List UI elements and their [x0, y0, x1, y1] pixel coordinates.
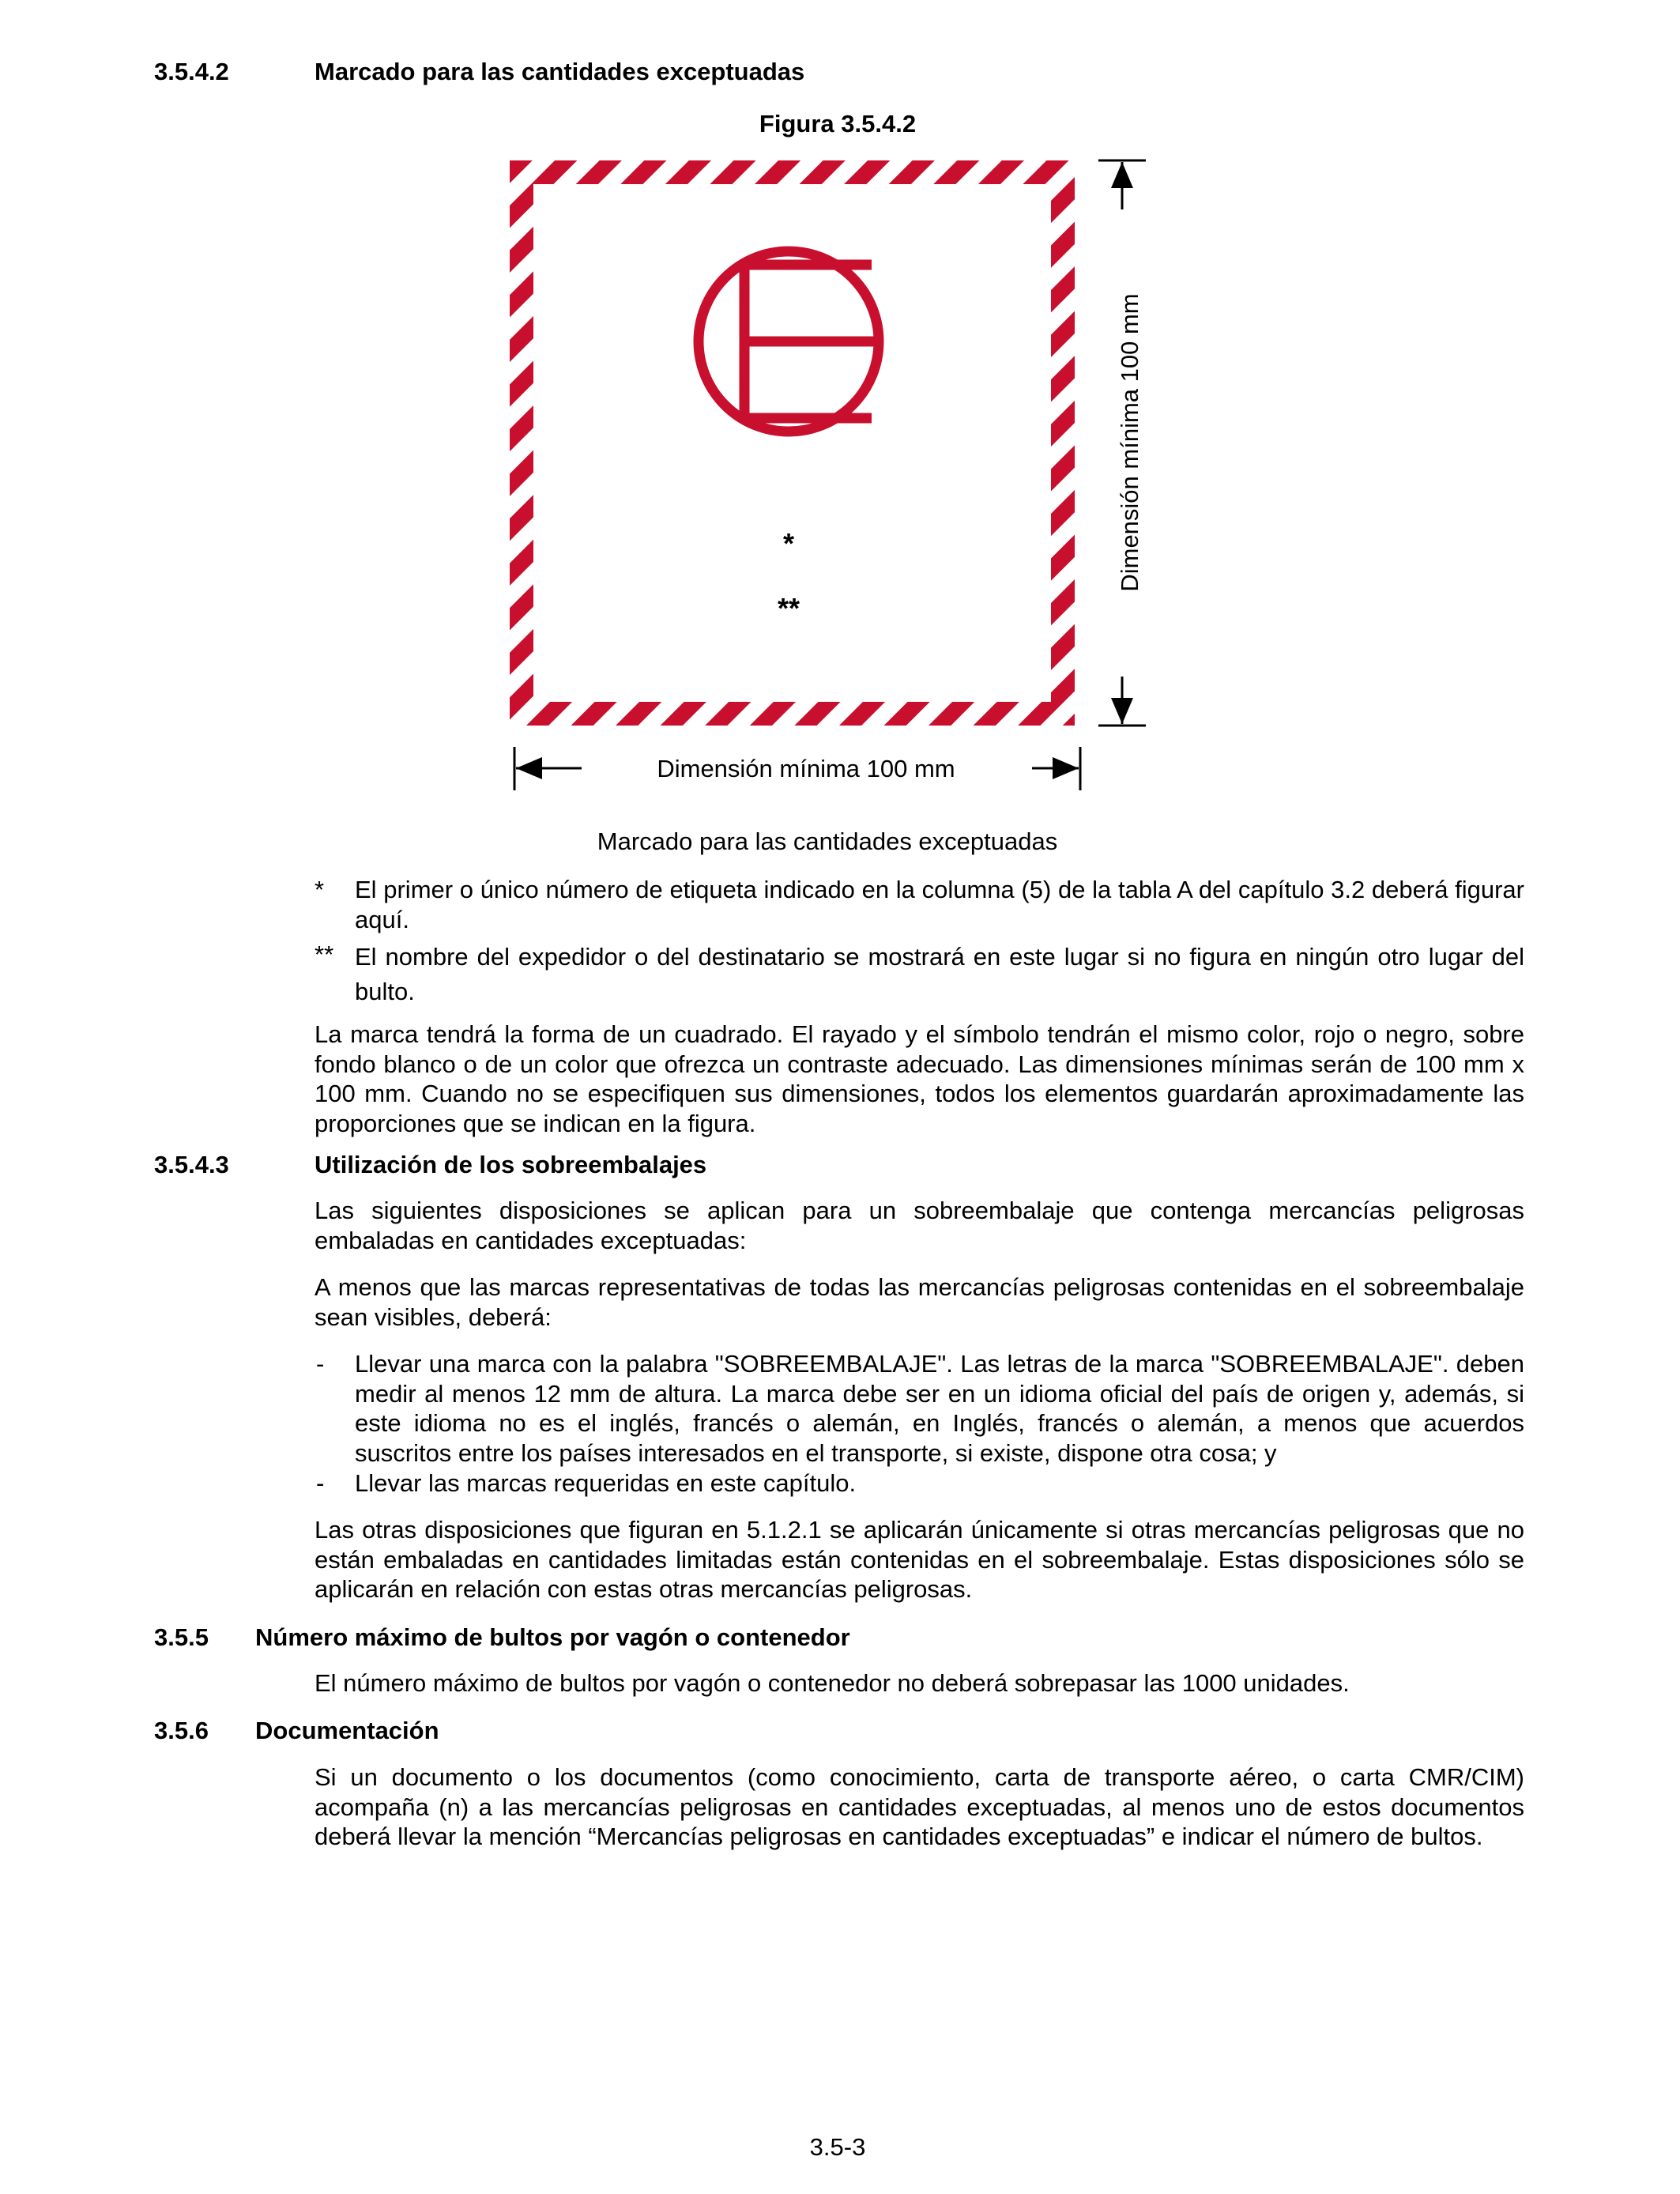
- star-placeholder-2: **: [777, 592, 800, 624]
- figure-title: Figura 3.5.4.2: [759, 110, 917, 138]
- max-packages-paragraph: El número máximo de bultos por vagón o contenedor no deberá sobrepasar las 1000 unidades.: [315, 1669, 1350, 1697]
- footnote-mark-1: *: [315, 876, 325, 903]
- vertical-dimension-label: Dimensión mínima 100 mm: [1116, 293, 1144, 592]
- overpack-paragraph-1: Las siguientes disposiciones se aplican para un sobreembalaje que contenga mercancías peligrosas embaladas en cantidades exceptuadas:: [315, 1197, 1524, 1254]
- footnote-mark-2: **: [315, 941, 334, 968]
- figure-caption: Marcado para las cantidades exceptuadas: [597, 827, 1058, 855]
- section-number-356: 3.5.6: [154, 1717, 209, 1744]
- section-title-355: Número máximo de bultos por vagón o contenedor: [255, 1623, 850, 1651]
- section-number-355: 3.5.5: [154, 1623, 209, 1651]
- bullet-mark-2: -: [316, 1469, 325, 1497]
- page-number: 3.5-3: [809, 2133, 866, 2161]
- excepted-quantities-mark-figure: [490, 150, 1154, 806]
- horizontal-dimension-label: Dimensión mínima 100 mm: [657, 755, 955, 782]
- bullet-text-1: Llevar una marca con la palabra "SOBREEMBALAJE". Las letras de la marca "SOBREEMBALAJE". deben medir al menos 12 mm de altura. La marca debe ser en un idioma oficial del país de origen y, además, si este idioma no es el inglés, francés o alemán, en Inglés, francés o alemán, a menos que acuerdos suscritos entre los países interesados en el transporte, si existe, dispone otra cosa; y: [355, 1350, 1524, 1467]
- mark-description-paragraph: La marca tendrá la forma de un cuadrado. El rayado y el símbolo tendrán el mismo color, rojo o negro, sobre fondo blanco o de un color que ofrezca un contraste adecuado. Las dimensiones mínimas serán de 100 mm x 100 mm. Cuando no se especifiquen sus dimensiones, todos los elementos guardarán aproximadamente las proporciones que se indican en la figura.: [315, 1020, 1524, 1137]
- footnote-text-1: El primer o único número de etiqueta indicado en la columna (5) de la tabla A del capítulo 3.2 deberá figurar aquí.: [355, 876, 1524, 933]
- section-title-3542: Marcado para las cantidades exceptuadas: [315, 58, 805, 85]
- section-title-3543: Utilización de los sobreembalajes: [315, 1151, 707, 1178]
- section-number-3543: 3.5.4.3: [154, 1151, 229, 1178]
- documentation-paragraph: Si un documento o los documentos (como conocimiento, carta de transporte aéreo, o carta CMR/CIM) acompaña (n) a las mercancías peligrosas en cantidades exceptuadas, al menos uno de estos documentos deberá llevar la mención “Mercancías peligrosas en cantidades exceptuadas” e indicar el número de bultos.: [315, 1763, 1524, 1850]
- section-title-356: Documentación: [255, 1717, 439, 1744]
- bullet-mark-1: -: [316, 1350, 325, 1378]
- overpack-paragraph-2: A menos que las marcas representativas de todas las mercancías peligrosas contenidas en el sobreembalaje sean visibles, deberá:: [315, 1273, 1524, 1331]
- bullet-text-2: Llevar las marcas requeridas en este capítulo.: [355, 1469, 857, 1497]
- overpack-paragraph-3: Las otras disposiciones que figuran en 5.1.2.1 se aplicarán únicamente si otras mercancías peligrosas que no están embaladas en cantidades limitadas están contenidas en el sobreembalaje. Estas disposiciones sólo se aplicarán en relación con estas otras mercancías peligrosas.: [315, 1516, 1524, 1603]
- section-number-3542: 3.5.4.2: [154, 58, 229, 85]
- striped-border: [510, 160, 1075, 726]
- star-placeholder-1: *: [782, 527, 795, 560]
- footnote-text-2: El nombre del expedidor o del destinatario se mostrará en este lugar si no figura en ningún otro lugar del bulto.: [355, 943, 1524, 1005]
